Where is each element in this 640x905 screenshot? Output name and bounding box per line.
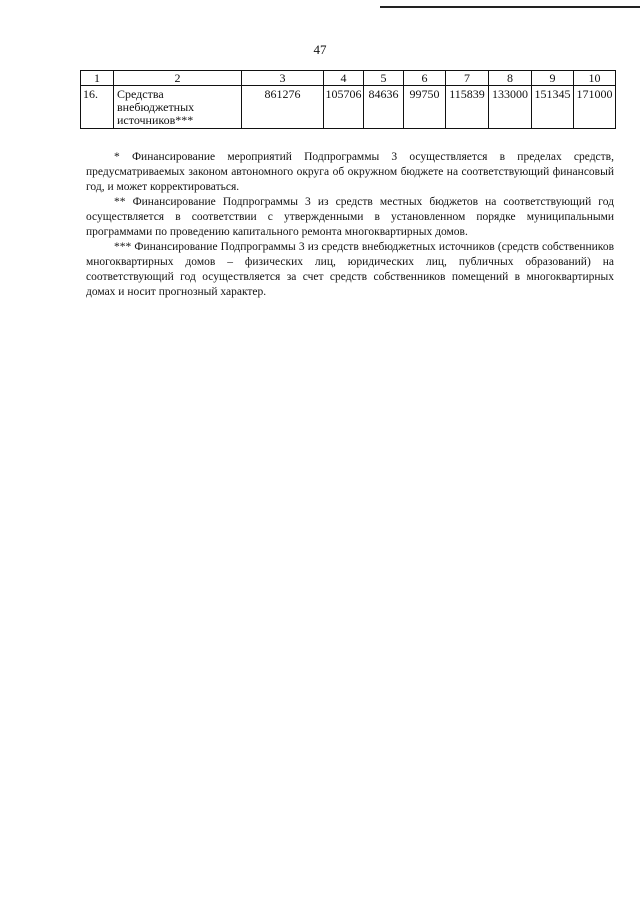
table-header-cell: 9: [532, 71, 574, 86]
footnotes: [86, 150, 614, 300]
footnote-1: * Финансирование мероприятий Подпрограммы 3 осуществляется в пределах средств, предусматриваемых законом автономного округа об окружном бюджете на соответствующий финансовый год, и может корректироваться.: [86, 151, 614, 193]
top-rule: [380, 6, 640, 8]
footnote-3: *** Финансирование Подпрограммы 3 из средств внебюджетных источников (средств собственников многоквартирных домов – физических лиц, юридических лиц, публичных образований) на соответствующий год осуществляется за счет средств собственников помещений в многоквартирных домах и носит прогнозный характер.: [86, 241, 614, 298]
table-header-cell: 5: [364, 71, 404, 86]
financing-table: [80, 70, 616, 129]
page-number: 47: [313, 42, 327, 57]
value-cell: 115839: [446, 86, 489, 129]
value-cell: 171000: [574, 86, 616, 129]
value-cell: 99750: [404, 86, 446, 129]
value-cell: 861276: [242, 86, 324, 129]
table-header-row: [81, 71, 616, 86]
value-cell: 105706: [324, 86, 364, 129]
value-cell: 133000: [489, 86, 532, 129]
row-number-cell: 16.: [81, 86, 114, 129]
footnote-2: ** Финансирование Подпрограммы 3 из средств местных бюджетов на соответствующий год осуществляется в соответствии с утвержденными в установленном порядке муниципальными программами по проведению капитального ремонта многоквартирных домов.: [86, 196, 614, 238]
value-cell: 84636: [364, 86, 404, 129]
table-header-cell: 6: [404, 71, 446, 86]
table-header-cell: 10: [574, 71, 616, 86]
table-row: [81, 86, 616, 129]
table-header-cell: 8: [489, 71, 532, 86]
funding-source-cell: Средства внебюджетных источников***: [114, 86, 242, 129]
table-header-cell: 1: [81, 71, 114, 86]
table-header-cell: 3: [242, 71, 324, 86]
table-header-cell: 4: [324, 71, 364, 86]
table-header-cell: 7: [446, 71, 489, 86]
value-cell: 151345: [532, 86, 574, 129]
table-header-cell: 2: [114, 71, 242, 86]
